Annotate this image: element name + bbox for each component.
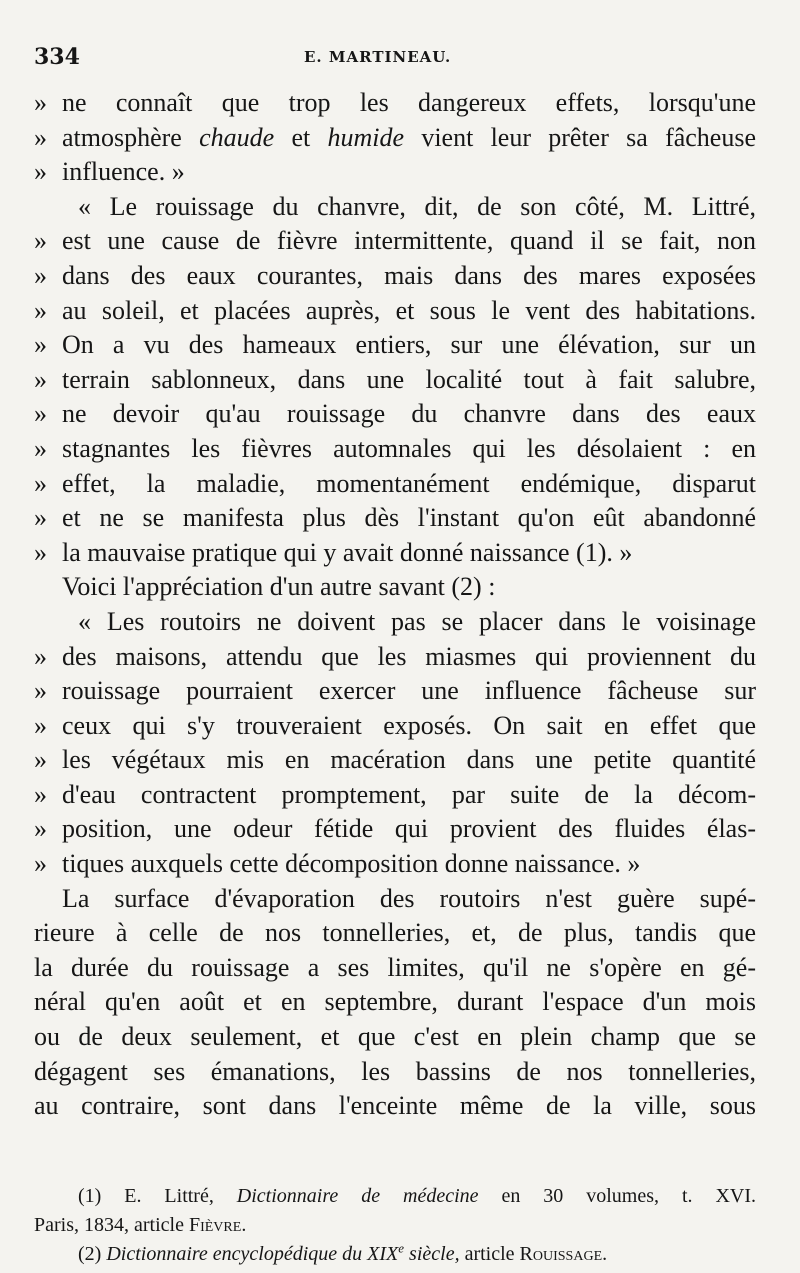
text-run: chaude [199, 122, 275, 152]
quote-mark: » [34, 676, 47, 706]
text-line [34, 916, 756, 951]
quote-mark: » [34, 710, 47, 740]
text-run: (1) E. Littré, [78, 1184, 237, 1207]
text-line [34, 121, 756, 156]
text-line [34, 951, 756, 986]
text-line [34, 328, 756, 363]
body-text [34, 86, 756, 1124]
quote-mark: » [34, 399, 47, 429]
text-run: les végétaux mis en macération dans une petite quantité [62, 745, 756, 775]
text-line [34, 1055, 756, 1090]
text-run: (2) [78, 1242, 107, 1265]
text-run: tiques auxquels cette décomposition donne naissance. » [62, 849, 641, 879]
text-line [34, 847, 756, 882]
footnote-line [34, 1240, 756, 1269]
text-line [34, 985, 756, 1020]
text-run: influence. » [62, 157, 185, 187]
quote-mark: » [34, 814, 47, 844]
text-run: dégagent ses émanations, les bassins de nos tonnelleries, [34, 1056, 756, 1086]
text-run: néral qu'en août et en septembre, durant l'espace d'un mois [34, 987, 756, 1017]
text-run: position, une odeur fétide qui provient des fluides élas- [62, 814, 756, 844]
text-line [34, 709, 756, 744]
text-run: Dictionnaire de médecine [236, 1184, 479, 1207]
quote-mark: » [34, 364, 47, 394]
running-head: E. MARTINEAU. [304, 48, 452, 66]
text-line [34, 467, 756, 502]
text-run: en 30 volumes, t. XVI. [478, 1184, 756, 1207]
text-run: est une cause de fièvre intermittente, quand il se fait, non [62, 226, 756, 256]
page-header [34, 44, 756, 82]
text-line [34, 743, 756, 778]
text-run: article [459, 1242, 520, 1265]
quote-mark: » [34, 122, 47, 152]
text-run: Paris, 1834, article [34, 1213, 189, 1236]
text-run: Rouissage [519, 1242, 603, 1265]
quote-mark: » [34, 226, 47, 256]
text-run: e [398, 1240, 405, 1256]
text-run: On a vu des hameaux entiers, sur une élévation, sur un [62, 330, 756, 360]
text-line [34, 501, 756, 536]
text-line [34, 224, 756, 259]
text-run: ou de deux seulement, et que c'est en plein champ que se [34, 1022, 756, 1052]
quote-mark: » [34, 641, 47, 671]
text-run: La surface d'évaporation des routoirs n'est guère supé- [62, 883, 756, 913]
text-run: Voici l'appréciation d'un autre savant (2) : [62, 572, 496, 602]
quote-mark: » [34, 295, 47, 325]
text-run: Dictionnaire encyclopédique du XIX [106, 1242, 399, 1265]
text-run: d'eau contractent promptement, par suite de la décom- [62, 779, 756, 809]
quote-mark: » [34, 88, 47, 117]
text-run: au contraire, sont dans l'enceinte même de la ville, sous [34, 1091, 756, 1121]
quote-mark: » [34, 849, 47, 879]
text-run: . [602, 1242, 608, 1265]
text-run: ne devoir qu'au rouissage du chanvre dans des eaux [62, 399, 756, 429]
quote-mark: » [34, 157, 47, 187]
text-line [34, 1089, 756, 1124]
quote-mark: » [34, 537, 47, 567]
footnote-line [34, 1211, 756, 1240]
text-line [34, 882, 756, 917]
text-line [34, 294, 756, 329]
text-run: ceux qui s'y trouveraient exposés. On sait en effet que [62, 710, 756, 740]
text-line [34, 1020, 756, 1055]
text-line [34, 397, 756, 432]
text-run: terrain sablonneux, dans une localité tout à fait salubre, [62, 364, 756, 394]
text-run: et [274, 122, 328, 152]
text-line [34, 570, 756, 605]
text-run: dans des eaux courantes, mais dans des mares exposées [62, 260, 756, 290]
text-run: ne connaît que trop les dangereux effets, lorsqu'une [62, 88, 756, 117]
quote-mark: » [34, 330, 47, 360]
text-line [34, 536, 756, 571]
text-run: siècle, [404, 1242, 460, 1265]
text-run: la durée du rouissage a ses limites, qu'il ne s'opère en gé- [34, 952, 756, 982]
text-run: atmosphère [62, 122, 200, 152]
quote-mark: » [34, 433, 47, 463]
quote-mark: » [34, 745, 47, 775]
text-line [34, 812, 756, 847]
text-line [34, 190, 756, 225]
text-run: rieure à celle de nos tonnelleries, et, de plus, tandis que [34, 918, 756, 948]
footnotes [34, 1182, 756, 1269]
quote-mark: » [34, 503, 47, 533]
text-line [34, 674, 756, 709]
text-line [34, 640, 756, 675]
text-line [34, 778, 756, 813]
text-run: humide [327, 122, 405, 152]
text-line [34, 259, 756, 294]
text-run: vient leur prêter sa fâcheuse [404, 122, 756, 152]
text-run: et ne se manifesta plus dès l'instant qu'on eût abandonné [62, 503, 756, 533]
text-run: des maisons, attendu que les miasmes qui proviennent du [62, 641, 756, 671]
text-run: rouissage pourraient exercer une influence fâcheuse sur [62, 676, 756, 706]
text-run: . [241, 1213, 247, 1236]
text-run: la mauvaise pratique qui y avait donné naissance (1). » [62, 537, 633, 567]
page-number: 334 [34, 44, 80, 70]
text-line [34, 86, 756, 121]
text-line [34, 605, 756, 640]
text-run: effet, la maladie, momentanément endémique, disparut [62, 468, 756, 498]
text-run: « Le rouissage du chanvre, dit, de son côté, M. Littré, [78, 191, 756, 221]
text-run: Fièvre [188, 1213, 242, 1236]
text-run: au soleil, et placées auprès, et sous le vent des habitations. [62, 295, 756, 325]
text-run: stagnantes les fièvres automnales qui les désolaient : en [62, 433, 756, 463]
text-run: « Les routoirs ne doivent pas se placer dans le voisinage [78, 606, 756, 636]
quote-mark: » [34, 468, 47, 498]
quote-mark: » [34, 260, 47, 290]
text-line [34, 155, 756, 190]
footnote-line [34, 1182, 756, 1211]
text-line [34, 363, 756, 398]
quote-mark: » [34, 779, 47, 809]
text-line [34, 432, 756, 467]
